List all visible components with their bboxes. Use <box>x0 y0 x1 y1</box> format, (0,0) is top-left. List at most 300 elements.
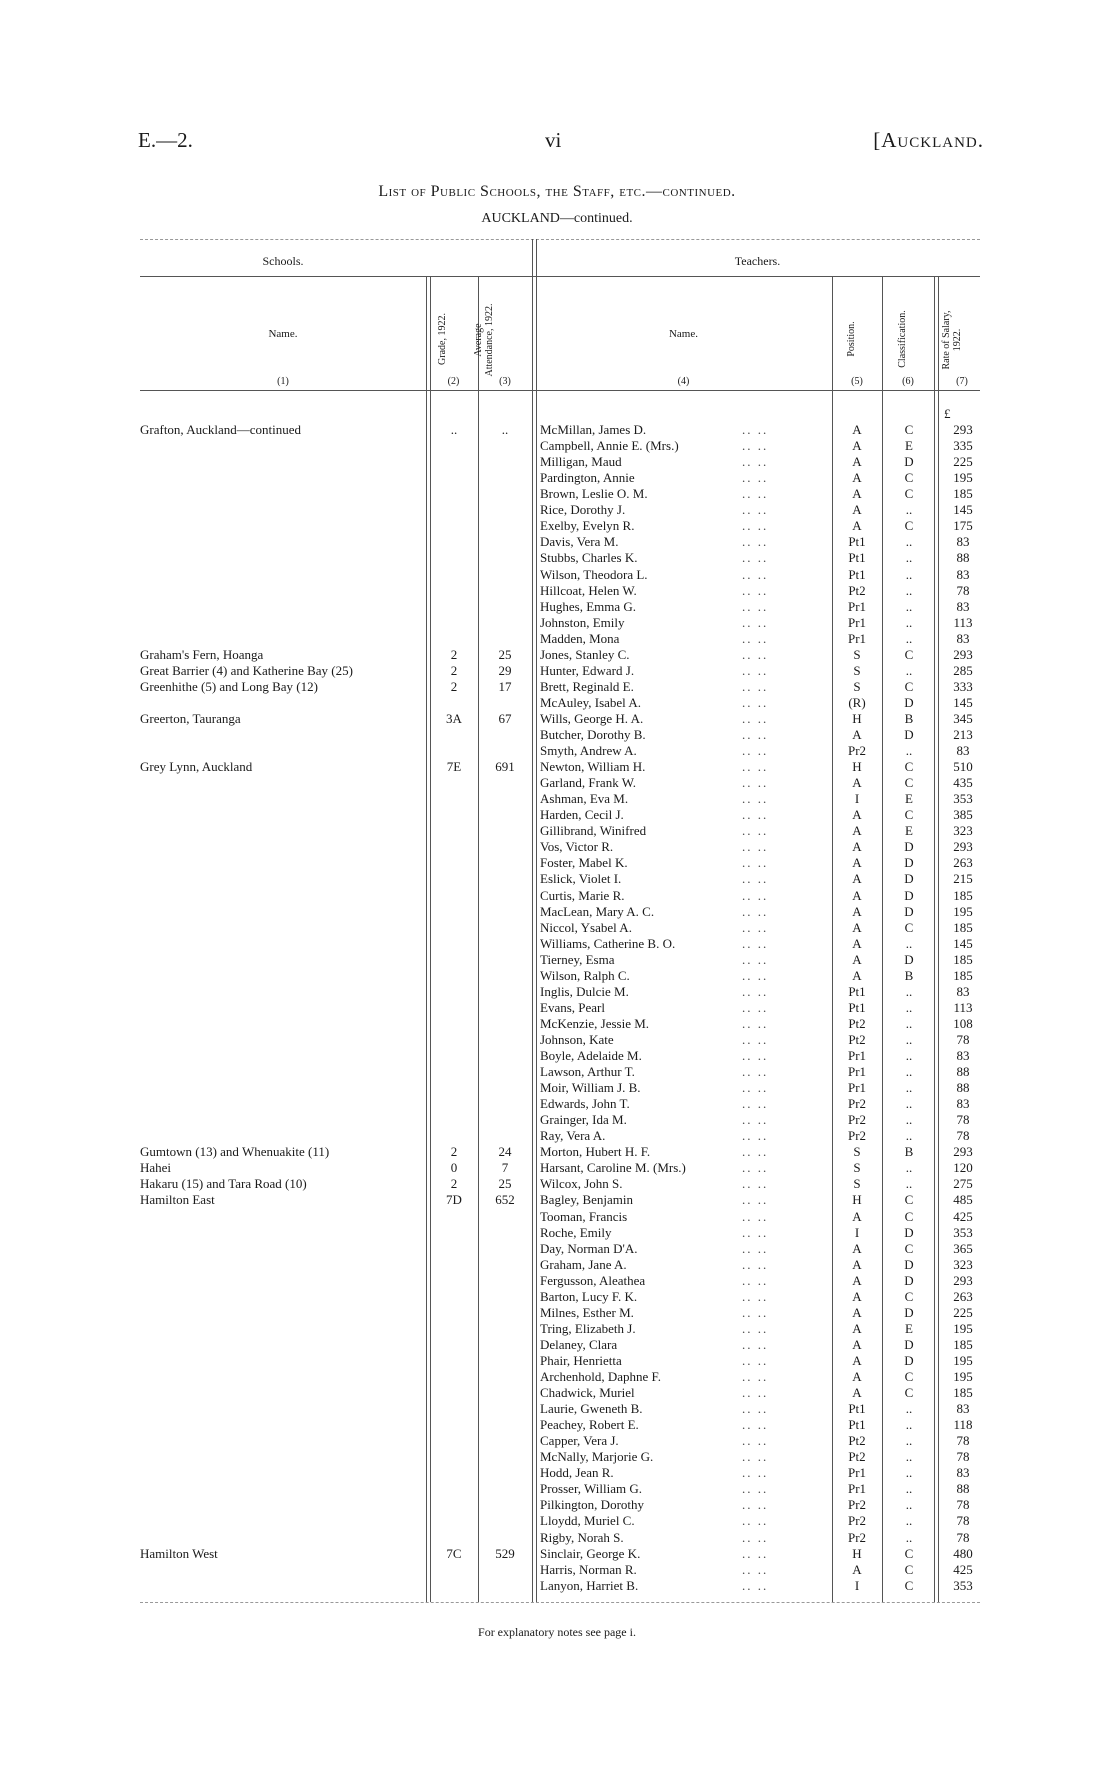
table-row <box>0 759 1114 775</box>
grade-cell: 2 <box>450 662 458 678</box>
position-cell: Pr2 <box>847 743 867 758</box>
teacher-name-cell: Harris, Norman R. <box>540 1561 637 1577</box>
teacher-name-cell: Wilcox, John S. <box>540 1176 623 1192</box>
position-cell: Pt2 <box>848 582 866 598</box>
salary-cell: 185 <box>953 887 973 903</box>
classification-cell: C <box>904 470 914 486</box>
leader-dots: .. .. <box>742 422 769 437</box>
position-cell: Pr2 <box>847 1112 867 1128</box>
classification-cell: .. <box>905 1064 913 1079</box>
table-row <box>0 1337 1114 1353</box>
classification-cell: .. <box>905 1417 913 1433</box>
leader-dots: .. .. <box>742 727 769 742</box>
classification-cell: C <box>904 1577 914 1593</box>
classification-cell: C <box>904 486 914 502</box>
teacher-name-cell: Morton, Hubert H. F. <box>540 1144 651 1160</box>
grade-cell: 2 <box>450 646 458 662</box>
teacher-name-cell: Chadwick, Muriel <box>540 1385 635 1400</box>
teacher-name-cell: Peachey, Robert E. <box>540 1417 639 1433</box>
table-row <box>0 422 1114 438</box>
salary-cell: 108 <box>953 1015 973 1031</box>
teacher-name-cell: McAuley, Isabel A. <box>540 694 641 710</box>
salary-cell: 385 <box>953 807 973 823</box>
leader-dots: .. .. <box>742 1352 769 1368</box>
table-row <box>0 454 1114 470</box>
salary-cell: 83 <box>956 743 970 758</box>
table-row <box>0 888 1114 904</box>
column-number: (6) <box>902 376 914 387</box>
salary-cell: 195 <box>953 1320 973 1336</box>
classification-cell: D <box>904 1304 914 1320</box>
salary-cell: 185 <box>953 1385 973 1400</box>
classification-cell: C <box>904 646 914 662</box>
teacher-name-cell: Gillibrand, Winifred <box>540 823 647 839</box>
schools-group-header: Schools. <box>262 254 304 268</box>
classification-cell: C <box>904 1192 914 1208</box>
classification-cell: .. <box>905 614 913 630</box>
teacher-name-cell: Delaney, Clara <box>540 1336 618 1352</box>
leader-dots: .. .. <box>742 1481 769 1497</box>
position-cell: S <box>853 1160 861 1176</box>
grade-header: Grade, 1922. <box>437 313 448 365</box>
classification-cell: .. <box>905 1481 913 1497</box>
column-number: (7) <box>956 376 968 387</box>
table-row <box>0 1578 1114 1594</box>
salary-cell: 120 <box>953 1160 973 1176</box>
attendance-cell: 29 <box>498 662 512 678</box>
teacher-name-cell: Moir, William J. B. <box>540 1080 641 1096</box>
classification-cell: C <box>904 775 914 791</box>
teacher-name-cell: Foster, Mabel K. <box>540 855 628 871</box>
position-cell: Pr2 <box>847 1513 867 1529</box>
table-row <box>0 1321 1114 1337</box>
classification-cell: .. <box>905 1465 913 1481</box>
classification-cell: D <box>904 951 914 967</box>
position-cell: Pt1 <box>848 534 866 550</box>
position-cell: A <box>852 1336 862 1352</box>
table-row <box>0 1257 1114 1273</box>
page-number: vi <box>545 128 562 152</box>
classification-cell: D <box>904 855 914 871</box>
salary-cell: 88 <box>956 1481 970 1497</box>
classification-cell: .. <box>905 630 913 646</box>
table-row <box>0 550 1114 566</box>
table-row <box>0 1401 1114 1417</box>
page-title: List of Public Schools, the Staff, etc.—continued. <box>378 183 736 200</box>
position-cell: A <box>852 951 862 967</box>
salary-cell: 113 <box>953 614 973 630</box>
salary-cell: 485 <box>953 1192 973 1208</box>
classification-cell: D <box>904 1256 914 1272</box>
table-row <box>0 1289 1114 1305</box>
table-row <box>0 952 1114 968</box>
attendance-cell: 652 <box>495 1192 515 1208</box>
salary-cell: 83 <box>956 630 970 646</box>
position-cell: A <box>852 855 862 871</box>
classification-cell: .. <box>905 1176 913 1192</box>
classification-cell: C <box>904 1561 914 1577</box>
leader-dots: .. .. <box>742 1369 769 1384</box>
position-cell: Pt2 <box>848 1433 866 1449</box>
classification-cell: .. <box>905 1401 913 1417</box>
table-row <box>0 968 1114 984</box>
leader-dots: .. .. <box>742 743 769 758</box>
school-name-cell: Grafton, Auckland—continued <box>140 422 302 437</box>
attendance-cell: 17 <box>498 678 512 694</box>
classification-cell: .. <box>905 1497 913 1513</box>
table-row <box>0 567 1114 583</box>
teacher-name-cell: Rigby, Norah S. <box>540 1529 624 1545</box>
position-cell: A <box>852 871 862 887</box>
classification-cell: C <box>904 919 914 935</box>
classification-cell: .. <box>905 999 913 1015</box>
salary-cell: 293 <box>953 646 973 662</box>
teacher-name-cell: Wills, George H. A. <box>540 710 644 726</box>
classification-cell: .. <box>905 983 913 999</box>
classification-cell: B <box>904 710 914 726</box>
classification-cell: D <box>904 1224 914 1240</box>
table-row <box>0 1513 1114 1529</box>
table-row <box>0 679 1114 695</box>
position-cell: Pr1 <box>847 1064 867 1079</box>
table-row <box>0 502 1114 518</box>
teacher-name-cell: Hunter, Edward J. <box>540 662 635 678</box>
classification-cell: D <box>904 454 914 470</box>
position-cell: Pt1 <box>848 550 866 566</box>
salary-cell: 333 <box>953 678 973 694</box>
classification-cell: C <box>904 759 914 774</box>
leader-dots: .. .. <box>742 1561 769 1577</box>
position-cell: Pt1 <box>848 1417 866 1433</box>
position-cell: I <box>854 1224 860 1240</box>
position-cell: Pr2 <box>847 1096 867 1112</box>
table-row <box>0 1160 1114 1176</box>
classification-cell: D <box>904 903 914 919</box>
leader-dots: .. .. <box>742 1256 769 1272</box>
grade-cell: 2 <box>450 678 458 694</box>
teacher-name-cell: McNally, Marjorie G. <box>540 1449 654 1465</box>
table-row <box>0 1497 1114 1513</box>
classification-cell: E <box>905 823 913 839</box>
table-row <box>0 1562 1114 1578</box>
leader-dots: .. .. <box>742 1320 769 1336</box>
classification-cell: .. <box>905 502 913 518</box>
teacher-name-cell: Sinclair, George K. <box>540 1545 641 1561</box>
salary-cell: 323 <box>953 1256 973 1272</box>
salary-cell: 275 <box>953 1176 973 1192</box>
position-cell: S <box>853 1176 861 1192</box>
classification-cell: .. <box>905 1112 913 1128</box>
salary-cell: 78 <box>956 582 970 598</box>
classification-cell: .. <box>905 1048 913 1063</box>
school-name-cell: Great Barrier (4) and Katherine Bay (25) <box>140 662 353 678</box>
salary-cell: 83 <box>956 1096 970 1112</box>
classification-cell: .. <box>905 743 913 758</box>
grade-cell: 0 <box>450 1160 458 1176</box>
classification-cell: .. <box>905 534 913 550</box>
leader-dots: .. .. <box>742 1192 769 1208</box>
table-row <box>0 534 1114 550</box>
salary-cell: 293 <box>953 839 973 855</box>
salary-cell: 425 <box>953 1561 973 1577</box>
table-row <box>0 1546 1114 1562</box>
school-name-cell: Hakaru (15) and Tara Road (10) <box>140 1176 307 1192</box>
leader-dots: .. .. <box>742 1417 769 1433</box>
teacher-name-cell: Brown, Leslie O. M. <box>540 486 648 502</box>
position-cell: Pr1 <box>847 614 867 630</box>
table-row <box>0 775 1114 791</box>
salary-cell: 195 <box>953 1352 973 1368</box>
leader-dots: .. .. <box>742 1385 769 1400</box>
classification-cell: .. <box>905 935 913 951</box>
position-cell: Pt2 <box>848 1449 866 1465</box>
salary-cell: 263 <box>953 1288 973 1304</box>
salary-cell: 365 <box>953 1240 973 1256</box>
table-row <box>0 1385 1114 1401</box>
position-cell: A <box>852 1304 862 1320</box>
table-row <box>0 839 1114 855</box>
classification-cell: C <box>904 1288 914 1304</box>
position-cell: A <box>852 438 862 454</box>
table-row <box>0 1369 1114 1385</box>
leader-dots: .. .. <box>742 678 769 694</box>
leader-dots: .. .. <box>742 518 769 534</box>
salary-cell: 83 <box>956 1401 970 1417</box>
column-number: (1) <box>277 376 289 387</box>
salary-cell: 83 <box>956 598 970 614</box>
position-cell: Pr1 <box>847 1080 867 1096</box>
table-row <box>0 1273 1114 1289</box>
table-row <box>0 1144 1114 1160</box>
salary-cell: 78 <box>956 1128 970 1144</box>
school-name-cell: Graham's Fern, Hoanga <box>140 646 264 662</box>
table-row <box>0 647 1114 663</box>
teacher-name-cell: Hillcoat, Helen W. <box>540 582 637 598</box>
leader-dots: .. .. <box>742 598 769 614</box>
leader-dots: .. .. <box>742 1545 769 1561</box>
teacher-name-cell: Wilson, Theodora L. <box>540 566 648 582</box>
teacher-name-cell: Grainger, Ida M. <box>540 1112 627 1128</box>
leader-dots: .. .. <box>742 1064 769 1079</box>
table-row <box>0 904 1114 920</box>
salary-cell: 78 <box>956 1497 970 1513</box>
leader-dots: .. .. <box>742 470 769 486</box>
position-header: Position. <box>846 321 857 357</box>
classification-cell: D <box>904 871 914 887</box>
classification-cell: E <box>905 438 913 454</box>
page-subtitle: AUCKLAND—continued. <box>481 211 633 226</box>
school-name-cell: Grey Lynn, Auckland <box>140 759 253 774</box>
grade-cell: 2 <box>450 1176 458 1192</box>
position-cell: Pr1 <box>847 1465 867 1481</box>
column-number: (3) <box>499 376 511 387</box>
salary-cell: 293 <box>953 422 973 437</box>
salary-cell: 78 <box>956 1529 970 1545</box>
classification-cell: D <box>904 1336 914 1352</box>
table-row <box>0 1000 1114 1016</box>
teacher-name-cell: Rice, Dorothy J. <box>540 502 626 518</box>
position-cell: A <box>852 807 862 823</box>
leader-dots: .. .. <box>742 1529 769 1545</box>
leader-dots: .. .. <box>742 502 769 518</box>
table-row <box>0 1064 1114 1080</box>
salary-cell: 185 <box>953 951 973 967</box>
teacher-name-cell: Harden, Cecil J. <box>540 807 624 823</box>
table-row <box>0 791 1114 807</box>
leader-dots: .. .. <box>742 438 769 454</box>
leader-dots: .. .. <box>742 1208 769 1224</box>
salary-cell: 88 <box>956 1080 970 1096</box>
salary-cell: 175 <box>953 518 973 534</box>
teacher-name-cell: Ray, Vera A. <box>540 1128 606 1144</box>
leader-dots: .. .. <box>742 1240 769 1256</box>
position-cell: H <box>852 759 862 774</box>
position-cell: Pr1 <box>847 598 867 614</box>
leader-dots: .. .. <box>742 486 769 502</box>
table-row <box>0 663 1114 679</box>
teacher-name-cell: Johnston, Emily <box>540 614 625 630</box>
table-row <box>0 1417 1114 1433</box>
position-cell: Pr2 <box>847 1529 867 1545</box>
leader-dots: .. .. <box>742 1160 769 1176</box>
leader-dots: .. .. <box>742 919 769 935</box>
column-number: (2) <box>447 376 460 387</box>
position-cell: Pr1 <box>847 1048 867 1063</box>
table-row <box>0 1096 1114 1112</box>
salary-cell: 353 <box>953 1577 973 1593</box>
salary-cell: 293 <box>953 1272 973 1288</box>
table-row <box>0 470 1114 486</box>
leader-dots: .. .. <box>742 1224 769 1240</box>
teacher-name-cell: Lanyon, Harriet B. <box>540 1577 639 1593</box>
classification-cell: .. <box>905 1096 913 1112</box>
position-cell: Pt2 <box>848 1031 866 1047</box>
table-row <box>0 583 1114 599</box>
leader-dots: .. .. <box>742 566 769 582</box>
classification-cell: E <box>905 1320 913 1336</box>
bottom-rule <box>140 1602 980 1603</box>
teacher-name-cell: Jones, Stanley C. <box>540 646 630 662</box>
salary-cell: 78 <box>956 1031 970 1047</box>
table-row <box>0 855 1114 871</box>
leader-dots: .. .. <box>742 775 769 791</box>
teacher-name-cell: Williams, Catherine B. O. <box>540 935 676 951</box>
table-row <box>0 1530 1114 1546</box>
table-row <box>0 599 1114 615</box>
table-row <box>0 1192 1114 1208</box>
salary-cell: 83 <box>956 1048 970 1063</box>
classification-cell: D <box>904 727 914 742</box>
salary-cell: 83 <box>956 534 970 550</box>
table-row <box>0 1128 1114 1144</box>
grade-cell: 7C <box>446 1545 462 1561</box>
position-cell: Pr1 <box>847 1481 867 1497</box>
salary-cell: 263 <box>953 855 973 871</box>
classification-cell: .. <box>905 1080 913 1096</box>
table-row <box>0 1305 1114 1321</box>
teacher-name-cell: Curtis, Marie R. <box>540 887 625 903</box>
leader-dots: .. .. <box>742 759 769 774</box>
table-row <box>0 438 1114 454</box>
salary-cell: 145 <box>953 935 973 951</box>
leader-dots: .. .. <box>742 710 769 726</box>
position-cell: A <box>852 935 862 951</box>
classification-cell: B <box>904 1144 914 1160</box>
position-cell: A <box>852 839 862 855</box>
salary-cell: 425 <box>953 1208 973 1224</box>
table-row <box>0 984 1114 1000</box>
teacher-name-cell: Davis, Vera M. <box>540 534 619 550</box>
position-cell: A <box>852 502 862 518</box>
table-row <box>0 1080 1114 1096</box>
table-row <box>0 1449 1114 1465</box>
teacher-name-cell: Newton, William H. <box>540 759 646 774</box>
teacher-name-cell: Smyth, Andrew A. <box>540 743 637 758</box>
attendance-cell: .. <box>501 422 509 437</box>
position-cell: A <box>852 727 862 742</box>
table-row <box>0 695 1114 711</box>
position-cell: A <box>852 903 862 919</box>
header-rule <box>140 276 980 277</box>
classification-cell: .. <box>905 1031 913 1047</box>
classification-cell: B <box>904 967 914 983</box>
teacher-name-cell: Ashman, Eva M. <box>540 791 629 807</box>
table-row <box>0 1048 1114 1064</box>
attendance-header: Average Attendance, 1922. <box>473 303 495 377</box>
teacher-name-cell: Evans, Pearl <box>540 999 605 1015</box>
school-name-cell: Gumtown (13) and Whenuakite (11) <box>140 1144 330 1160</box>
leader-dots: .. .. <box>742 1272 769 1288</box>
teacher-name-cell: Niccol, Ysabel A. <box>540 919 632 935</box>
report-code: E.—2. <box>138 128 193 152</box>
leader-dots: .. .. <box>742 694 769 710</box>
classification-cell: .. <box>905 1160 913 1176</box>
teacher-name-cell: Pardington, Annie <box>540 470 635 486</box>
table-row <box>0 1481 1114 1497</box>
table-row <box>0 1209 1114 1225</box>
table-row <box>0 823 1114 839</box>
teacher-name-cell: Bagley, Benjamin <box>540 1192 634 1208</box>
leader-dots: .. .. <box>742 1080 769 1096</box>
teacher-name-cell: Pilkington, Dorothy <box>540 1497 645 1513</box>
column-number: (4) <box>677 376 690 387</box>
position-cell: A <box>852 1369 862 1384</box>
classification-cell: .. <box>905 1513 913 1529</box>
position-cell: Pr2 <box>847 1497 867 1513</box>
teacher-name-cell: Johnson, Kate <box>540 1031 614 1047</box>
leader-dots: .. .. <box>742 1112 769 1128</box>
teacher-name-cell: Capper, Vera J. <box>540 1433 619 1449</box>
column-number-rule <box>140 390 980 391</box>
salary-cell: 285 <box>953 662 973 678</box>
leader-dots: .. .. <box>742 823 769 839</box>
school-name-cell: Hahei <box>140 1160 172 1176</box>
teacher-name-cell: Barton, Lucy F. K. <box>540 1288 638 1304</box>
position-cell: I <box>854 791 860 807</box>
classification-cell: D <box>904 1352 914 1368</box>
table-row <box>0 518 1114 534</box>
classification-cell: C <box>904 422 914 437</box>
position-cell: A <box>852 1272 862 1288</box>
position-cell: A <box>852 1320 862 1336</box>
salary-cell: 83 <box>956 983 970 999</box>
leader-dots: .. .. <box>742 646 769 662</box>
teacher-name-cell: Milnes, Esther M. <box>540 1304 634 1320</box>
leader-dots: .. .. <box>742 614 769 630</box>
leader-dots: .. .. <box>742 887 769 903</box>
table-row <box>0 1241 1114 1257</box>
attendance-cell: 529 <box>495 1545 515 1561</box>
